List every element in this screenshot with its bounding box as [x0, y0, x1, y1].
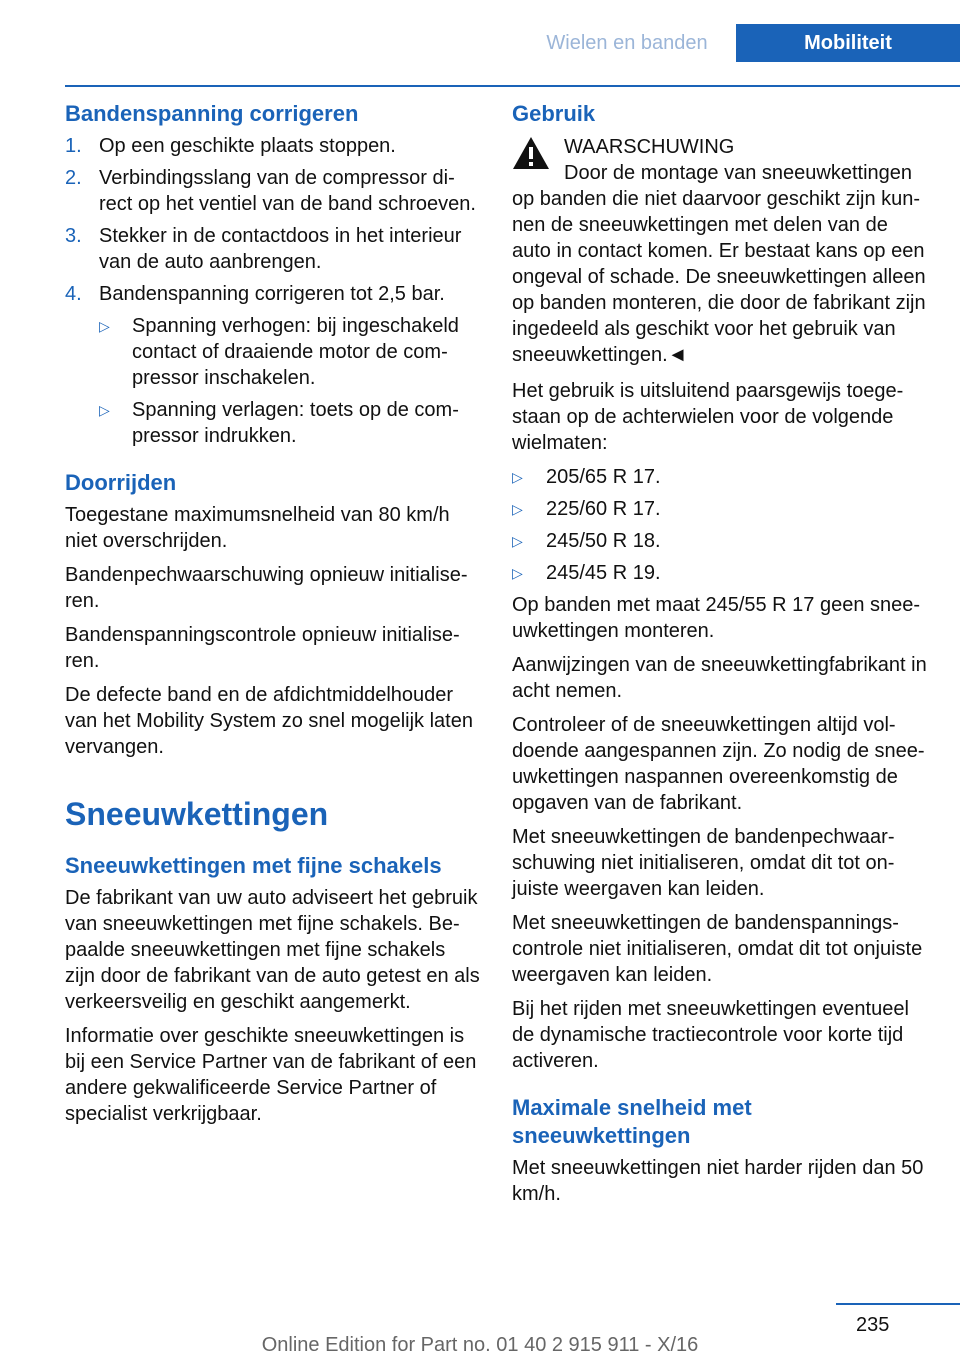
list-item: ▷ 245/50 R 18.	[512, 530, 661, 552]
warning-title: WAARSCHUWING	[564, 136, 735, 158]
list-item: 3. Stekker in de contactdoos in het interieur van de auto aanbrengen.	[65, 225, 462, 273]
triangle-right-icon: ▷	[512, 501, 523, 517]
list-item: ▷ 245/45 R 19.	[512, 562, 661, 584]
paragraph: Bij het rijden met sneeuwkettingen eventueel de dynamische tractiecontrole voor korte tijd activeren.	[512, 998, 909, 1072]
right-column	[512, 100, 928, 1215]
page-number: 235	[856, 1314, 890, 1336]
edition-note: Online Edition for Part no. 01 40 2 915 911 - X/16	[261, 1334, 699, 1356]
list-item: ▷ Spanning verhogen: bij ingeschakeld contact of draaiende motor de compressor inschakelen.	[99, 315, 459, 389]
heading-use: Gebruik	[512, 101, 596, 126]
heading-fine-chains: Sneeuwkettingen met fijne schakels	[65, 853, 442, 878]
paragraph: Toegestane maximumsnelheid van 80 km/h niet overschrijden.	[65, 504, 450, 552]
warning-first-line: Door de montage van sneeuwkettingen	[564, 162, 913, 184]
paragraph: Informatie over geschikte sneeuwkettingen is bij een Service Partner van de fabrikant of een andere gekwalificeerde Service Partner of specialist verkrijgbaar.	[65, 1025, 477, 1125]
paragraph: Op banden met maat 245/55 R 17 geen sneeuwkettingen monteren.	[512, 594, 921, 642]
paragraph: Bandenspanningscontrole opnieuw initialiseren.	[65, 624, 460, 672]
list-item: 4. Bandenspanning corrigeren tot 2,5 bar.	[65, 283, 445, 305]
triangle-right-icon: ▷	[512, 469, 523, 485]
heading-correct-pressure: Bandenspanning corrigeren	[65, 101, 359, 126]
paragraph: Controleer of de sneeuwkettingen altijd voldoende aangespannen zijn. Zo nodig de sneeuwkettingen naspannen overeenkomstig de opgaven van de fabrikant.	[512, 714, 925, 814]
heading-continue-driving: Doorrijden	[65, 470, 177, 495]
section-title: Sneeuwkettingen	[65, 796, 329, 832]
list-item: ▷ 205/65 R 17.	[512, 466, 661, 488]
footer-rule	[836, 1303, 960, 1305]
paragraph: Bandenpechwaarschuwing opnieuw initialiseren.	[65, 564, 468, 612]
section-tab[interactable]: Wielen en banden	[546, 32, 708, 54]
triangle-right-icon: ▷	[99, 318, 110, 334]
chapter-tab[interactable]: Mobiliteit	[736, 24, 960, 62]
list-item: 1. Op een geschikte plaats stoppen.	[65, 135, 396, 157]
paragraph: Aanwijzingen van de sneeuwkettingfabrikant in acht nemen.	[512, 654, 927, 702]
header-rule	[65, 85, 960, 87]
triangle-right-icon: ▷	[99, 402, 110, 418]
correction-steps	[65, 133, 480, 307]
warning-block	[512, 134, 928, 368]
paragraph: De defecte band en de afdichtmiddelhouder van het Mobility System zo snel mogelijk laten vervangen.	[65, 684, 473, 758]
warning-triangle-icon	[512, 136, 550, 170]
warning-text: op banden die niet daarvoor geschikt zijn kunnen de sneeuwkettingen met delen van de auto in contact komen. Er bestaat kans op een ongeval of schade. De sneeuwkettingen alleen op banden monteren, die door de fabrikant zijn ingedeeld als geschikt voor het gebruik van sneeuwkettingen.◄	[512, 188, 926, 366]
list-item: ▷ 225/60 R 17.	[512, 498, 661, 520]
triangle-right-icon: ▷	[512, 565, 523, 581]
pressure-substeps	[99, 313, 480, 449]
paragraph: Met sneeuwkettingen de bandenpechwaarschuwing niet initialiseren, omdat dit tot onjuiste weergaven kan leiden.	[512, 826, 895, 900]
paragraph: Het gebruik is uitsluitend paarsgewijs toegestaan op de achterwielen voor de volgende wielmaten:	[512, 380, 904, 454]
paragraph: De fabrikant van uw auto adviseert het gebruik van sneeuwkettingen met fijne schakels. Bepaalde sneeuwkettingen met fijne schakels zijn door de fabrikant van de auto getest en als verkeersveilig en geschikt aangemerkt.	[65, 887, 480, 1013]
list-item: ▷ Spanning verlagen: toets op de compressor indrukken.	[99, 399, 459, 447]
paragraph: Met sneeuwkettingen niet harder rijden dan 50 km/h.	[512, 1157, 924, 1205]
heading-max-speed: Maximale snelheid met sneeuwkettingen	[512, 1095, 752, 1148]
triangle-right-icon: ▷	[512, 533, 523, 549]
page-header	[0, 24, 960, 62]
left-column	[65, 100, 480, 1135]
paragraph: Met sneeuwkettingen de bandenspanningscontrole niet initialiseren, omdat dit tot onjuiste weergaven kan leiden.	[512, 912, 923, 986]
wheel-size-list	[512, 464, 928, 586]
list-item: 2. Verbindingsslang van de compressor direct op het ventiel van de band schroeven.	[65, 167, 476, 215]
